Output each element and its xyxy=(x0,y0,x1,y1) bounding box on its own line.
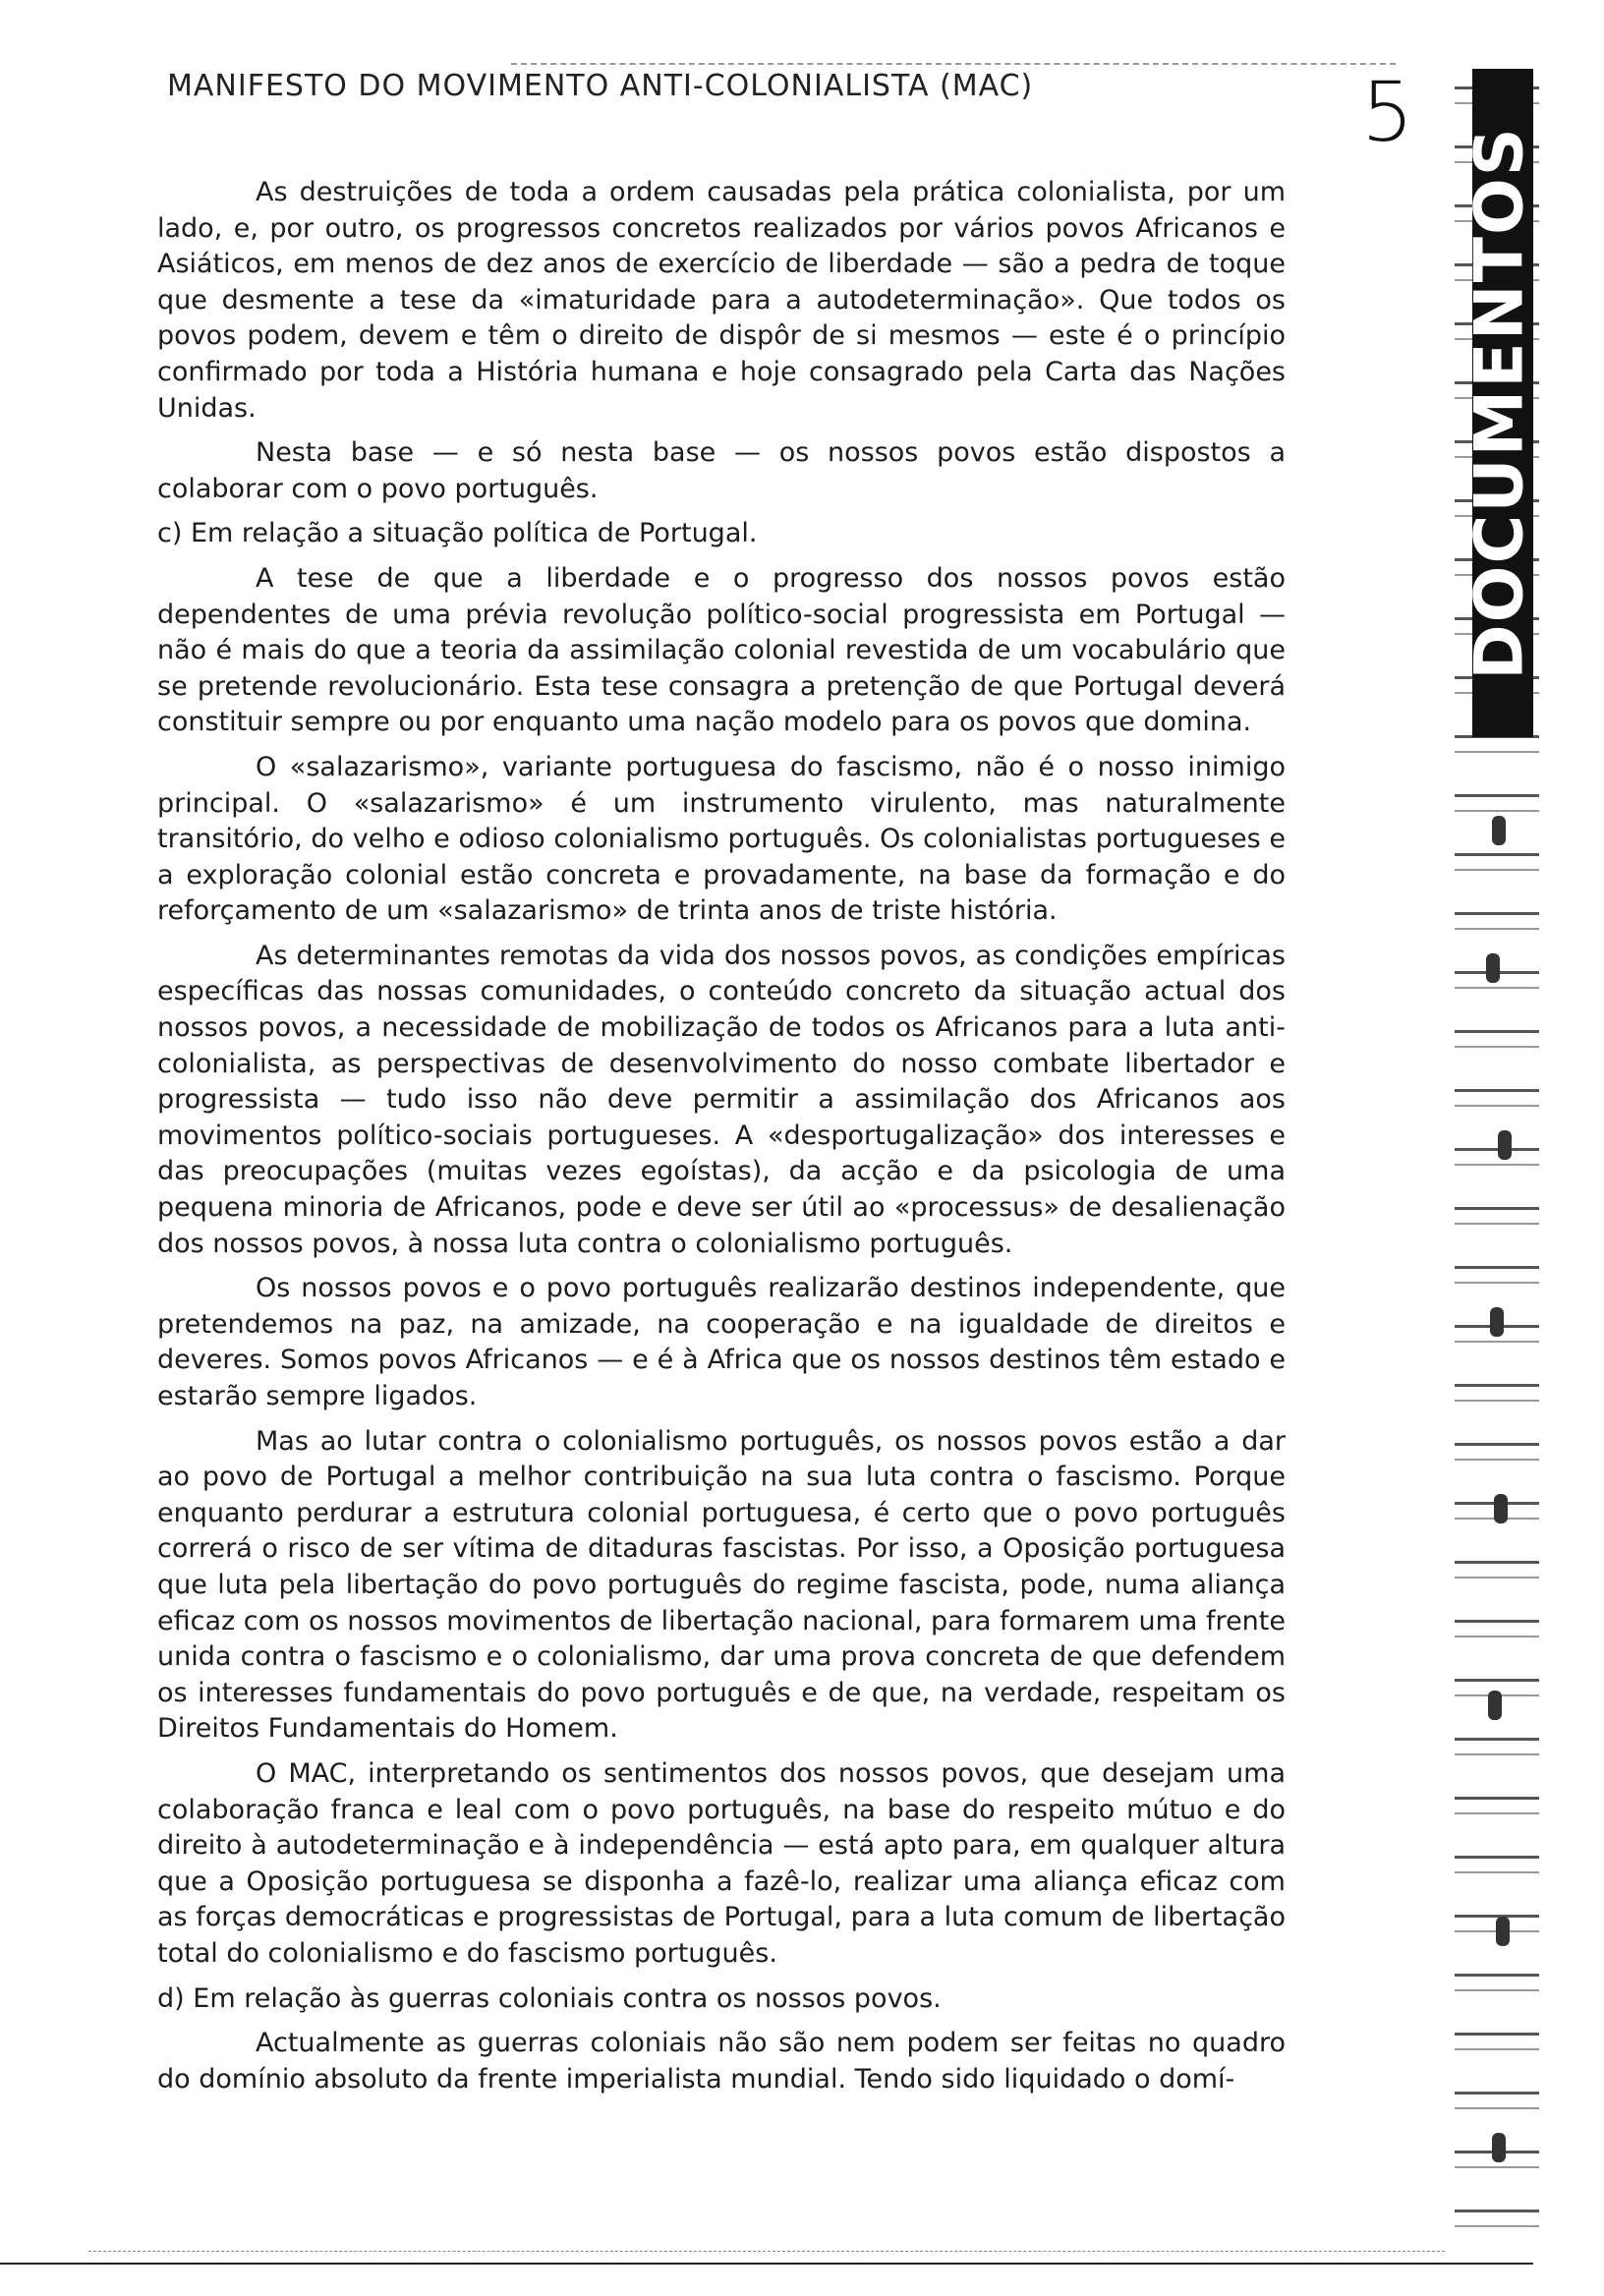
paragraph: Nesta base — e só nesta base — os nossos povos estão dispostos a colaborar com o povo português. xyxy=(157,437,1286,504)
strip-speck xyxy=(1496,1917,1510,1946)
body-text xyxy=(157,175,1286,2106)
paragraph: A tese de que a liberdade e o progresso dos nossos povos estão dependentes de uma prévia revolução político-social progressista em Portugal — não é mais do que a teoria da assimilação colonial revestida de um vocabulário que se pretende revolucionário. Esta tese consagra a pretenção de que Portugal deverá constituir sempre ou por enquanto uma nação modelo para os povos que domina. xyxy=(157,562,1286,738)
strip-speck xyxy=(1490,1307,1504,1337)
paragraph: Actualmente as guerras coloniais não são nem podem ser feitas no quadro do domínio absoluto da frente imperialista mundial. Tendo sido liquidado o domí- xyxy=(157,2028,1286,2095)
paragraph: O MAC, interpretando os sentimentos dos nossos povos, que desejam uma colaboração franca e leal com o povo português, na base do respeito mútuo e do direito à autodeterminação e à independência — está apto para, em qualquer altura que a Oposição portuguesa se disponha a fazê-lo, realizar uma aliança eficaz com as forças democráticas e progressistas de Portugal, para a luta comum de libertação total do colonialismo e do fascismo português. xyxy=(157,1757,1286,1969)
side-strip xyxy=(1443,69,1553,2246)
paragraph: As determinantes remotas da vida dos nossos povos, as condições empíricas específicas das nossas comunidades, o conteúdo concreto da situação actual dos nossos povos, a necessidade de mobilização de todos os Africanos para a luta anti-colonialista, as perspectivas de desenvolvimento do nosso combate libertador e progressista — tudo isso não deve permitir a assimilação dos Africanos aos movimentos político-sociais portugueses. A «desportugalização» dos interesses e das preocupações (muitas vezes egoístas), da acção e da psicologia de uma pequena minoria de Africanos, pode e deve ser útil ao «processus» de desalienação dos nossos povos, à nossa luta contra o colonialismo português. xyxy=(157,940,1286,1259)
strip-speck xyxy=(1494,1494,1508,1523)
paragraph: Os nossos povos e o povo português realizarão destinos independente, que pretendemos na paz, na amizade, na cooperação e na igualdade de direitos e deveres. Somos povos Africanos — e é à Africa que os nossos destinos têm estado e estarão sempre ligados. xyxy=(157,1273,1286,1411)
page-number: 5 xyxy=(1361,64,1414,160)
paragraph: O «salazarismo», variante portuguesa do fascismo, não é o nosso inimigo principal. O «salazarismo» é um instrumento virulento, mas naturalmente transitório, do velho e odioso colonialismo português. Os colonialistas portugueses e a exploração colonial estão concreta e provadamente, na base da formação e do reforçamento de um «salazarismo» de trinta anos de triste história. xyxy=(157,751,1286,927)
strip-speck xyxy=(1492,816,1506,845)
strip-speck xyxy=(1498,1130,1512,1160)
footer-rule xyxy=(0,2263,1533,2265)
section-heading: d) Em relação às guerras coloniais contra os nossos povos. xyxy=(157,1982,942,2014)
paragraph: Mas ao lutar contra o colonialismo português, os nossos povos estão a dar ao povo de Portugal a melhor contribuição na sua luta contra o fascismo. Porque enquanto perdurar a estrutura colonial portuguesa, é certo que o povo português correrá o risco de ser vítima de ditaduras fascistas. Por isso, a Oposição portuguesa que luta pela libertação do povo português do regime fascista, pode, numa aliança eficaz com os nossos movimentos de libertação nacional, para formarem uma frente unida contra o fascismo e o colonialismo, dar uma prova concreta de que defendem os interesses fundamentais do povo português e de que, na verdade, respeitam os Direitos Fundamentais do Homem. xyxy=(157,1425,1286,1745)
side-strip-label: DOCUMENTOS xyxy=(1461,126,1539,680)
strip-speck xyxy=(1486,953,1500,983)
header-rule xyxy=(511,63,1396,65)
footer-dashed-rule xyxy=(88,2251,1445,2252)
section-heading: c) Em relação a situação política de Portugal. xyxy=(157,518,758,549)
running-title: MANIFESTO DO MOVIMENTO ANTI-COLONIALISTA (MAC) xyxy=(167,69,1034,103)
paragraph: As destruições de toda a ordem causadas pela prática colonialista, por um lado, e, por outro, os progressos concretos realizados por vários povos Africanos e Asiáticos, em menos de dez anos de exercício de liberdade — são a pedra de toque que desmente a tese da «imaturidade para a autodeterminação». Que todos os povos podem, devem e têm o direito de dispôr de si mesmos — este é o princípio confirmado por toda a História humana e hoje consagrado pela Carta das Nações Unidas. xyxy=(157,177,1286,424)
strip-speck xyxy=(1492,2133,1506,2162)
strip-speck xyxy=(1488,1691,1502,1720)
